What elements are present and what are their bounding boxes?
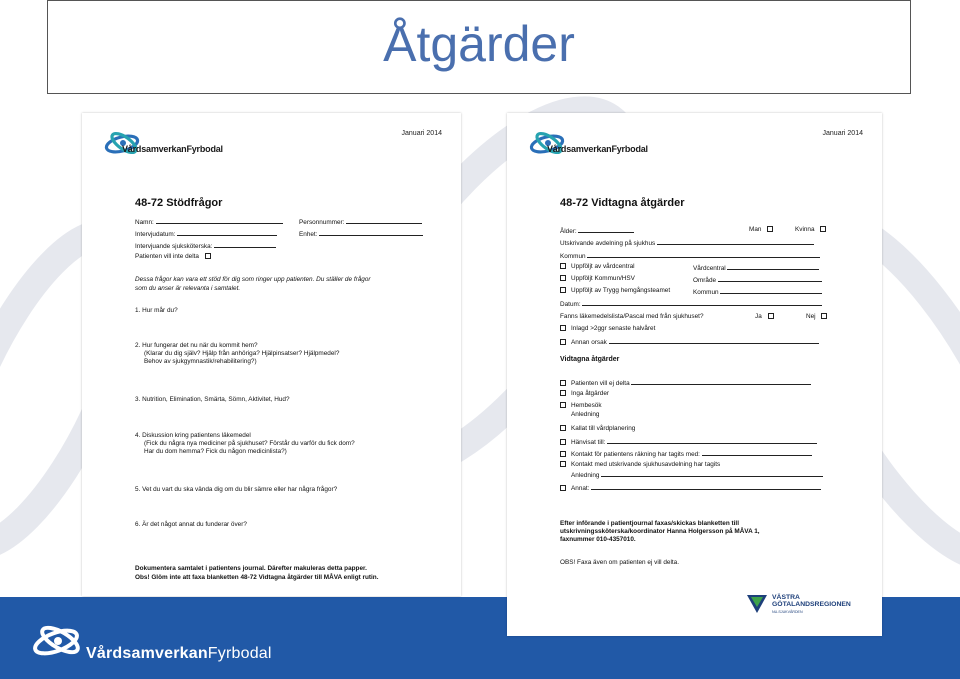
question-1: 1. Hur mår du? — [135, 307, 178, 314]
field-alder: Ålder: — [560, 226, 634, 236]
action-inga-atgarder: Inga åtgärder — [560, 390, 609, 398]
field-intervjuande: Intervjuande sjuksköterska: — [135, 241, 276, 251]
annat-input[interactable] — [591, 483, 821, 490]
action-kontakt-sjukhus: Kontakt med utskrivande sjukhusavdelning har tagits — [560, 461, 720, 469]
page-logo-text: VårdsamverkanFyrbodal — [122, 144, 223, 154]
field-intervjudatum: Intervjudatum: — [135, 229, 277, 239]
vill-ej-delta-input[interactable] — [631, 378, 811, 385]
annan-orsak-input[interactable] — [609, 337, 819, 344]
kontakt-patient-input[interactable] — [702, 449, 812, 456]
section-heading: Vidtagna åtgärder — [560, 356, 620, 363]
action-annat: Annat: — [560, 483, 821, 493]
hanvisat-input[interactable] — [607, 437, 817, 444]
hembesok-checkbox[interactable] — [560, 402, 566, 408]
kvinna-checkbox[interactable] — [820, 226, 826, 232]
form-title: 48-72 Stödfrågor — [135, 197, 223, 209]
question-5: 5. Vet du vart du ska vända dig om du blir sämre eller har några frågor? — [135, 486, 338, 493]
intro-text-1: Dessa frågor kan vara ett stöd för dig som ringer upp patienten. Du ställer de frågor — [135, 276, 371, 283]
intervjudatum-input[interactable] — [177, 229, 277, 236]
field-enhet: Enhet: — [299, 229, 423, 239]
kommun-hsv-checkbox[interactable] — [560, 275, 566, 281]
form-page-vidtagna-atgarder — [507, 113, 882, 636]
field-kommun-2: Kommun — [693, 287, 822, 297]
question-2-detail-1: (Klarar du dig själv? Hjälp från anhöriga? Hjälpinsatser? Hjälpmedel? — [144, 350, 340, 357]
inga-atgarder-checkbox[interactable] — [560, 390, 566, 396]
field-man: Man — [749, 226, 773, 234]
question-2: 2. Hur fungerar det nu när du kommit hem? — [135, 342, 258, 349]
annan-orsak-checkbox[interactable] — [560, 339, 566, 345]
field-kvinna: Kvinna — [795, 226, 826, 234]
avdelning-input[interactable] — [657, 238, 814, 245]
omrade-input[interactable] — [718, 275, 822, 282]
instruction-2: utskrivningssköterska/koordinator Hanna Holgersson på MÅVA 1, — [560, 528, 760, 535]
instruction-1: Efter införande i patientjournal faxas/skickas blanketten till — [560, 520, 739, 527]
kontakt-patient-checkbox[interactable] — [560, 451, 566, 457]
trygg-hemgang-checkbox[interactable] — [560, 287, 566, 293]
page-logo-text: VårdsamverkanFyrbodal — [547, 144, 648, 154]
field-namn: Namn: — [135, 217, 283, 227]
alder-input[interactable] — [578, 226, 634, 233]
field-datum: Datum: — [560, 299, 822, 309]
kommun-input[interactable] — [587, 251, 820, 258]
vgr-logo-text: VÄSTRA GÖTALANDSREGIONEN — [772, 594, 851, 608]
field-kommun: Kommun — [560, 251, 820, 261]
vardplanering-checkbox[interactable] — [560, 425, 566, 431]
instruction-3: faxnummer 010-4357010. — [560, 536, 636, 543]
question-4-detail-1: (Fick du några nya mediciner på sjukhuset? Förstår du varför du fick dom? — [144, 440, 355, 447]
slide-title: Åtgärder — [383, 16, 575, 72]
obs-note: OBS! Faxa även om patienten ej vill delta. — [560, 559, 680, 566]
question-6: 6. Är det något annat du funderar över? — [135, 521, 247, 528]
kontakt-anledning: Anledning — [571, 470, 823, 480]
vgr-logo-icon — [745, 591, 771, 617]
vill-inte-delta-checkbox[interactable] — [205, 253, 211, 259]
nej-checkbox[interactable] — [821, 313, 827, 319]
field-personnummer: Personnummer: — [299, 217, 422, 227]
inlagd-checkbox[interactable] — [560, 325, 566, 331]
kommun-2-input[interactable] — [720, 287, 822, 294]
action-hanvisat: Hänvisat till: — [560, 437, 817, 447]
option-annan-orsak: Annan orsak — [560, 337, 819, 347]
action-vill-ej-delta: Patienten vill ej delta — [560, 378, 811, 388]
personnummer-input[interactable] — [346, 217, 422, 224]
field-avdelning: Utskrivande avdelning på sjukhus — [560, 238, 814, 248]
kontakt-anledning-input[interactable] — [601, 470, 823, 477]
action-hembesok: Hembesök — [560, 402, 602, 410]
slide-title-box — [47, 0, 911, 94]
option-kommun-hsv: Uppföljt Kommun/HSV — [560, 275, 635, 283]
ja-checkbox[interactable] — [768, 313, 774, 319]
form-page-stodfragor — [82, 113, 461, 596]
option-vardcentral: Uppföljt av vårdcentral — [560, 263, 635, 271]
question-4-detail-2: Har du dom hemma? Fick du någon medicinlista?) — [144, 448, 287, 455]
namn-input[interactable] — [156, 217, 283, 224]
vardcentral-checkbox[interactable] — [560, 263, 566, 269]
intervjuande-input[interactable] — [214, 241, 276, 248]
datum-input[interactable] — [582, 299, 822, 306]
form-title: 48-72 Vidtagna åtgärder — [560, 197, 685, 209]
field-vardcentral: Vårdcentral — [693, 263, 819, 273]
footer-instruction-2: Obs! Glöm inte att faxa blanketten 48-72 Vidtagna åtgärder till MÅVA enligt rutin. — [135, 574, 379, 581]
question-3: 3. Nutrition, Elimination, Smärta, Sömn, Aktivitet, Hud? — [135, 396, 290, 403]
option-inlagd: Inlagd >2ggr senaste halvåret — [560, 325, 655, 333]
page-date: Januari 2014 — [822, 130, 863, 137]
vardcentral-input[interactable] — [727, 263, 819, 270]
footer-logo-text: VårdsamverkanFyrbodal — [86, 645, 272, 662]
field-nej: Nej — [806, 313, 827, 321]
question-lakemedelslista: Fanns läkemedelslista/Pascal med från sjukhuset? — [560, 313, 704, 320]
annat-checkbox[interactable] — [560, 485, 566, 491]
intro-text-2: som du anser är relevanta i samtalet. — [135, 285, 241, 292]
action-kontakt-patient: Kontakt för patientens räkning har tagits med: — [560, 449, 812, 459]
kontakt-sjukhus-checkbox[interactable] — [560, 461, 566, 467]
option-trygg-hemgang: Uppföljt av Trygg hemgångsteamet — [560, 287, 670, 295]
footer-instruction-1: Dokumentera samtalet i patientens journal. Därefter makuleras detta papper. — [135, 565, 367, 572]
enhet-input[interactable] — [319, 229, 423, 236]
hanvisat-checkbox[interactable] — [560, 439, 566, 445]
man-checkbox[interactable] — [767, 226, 773, 232]
vill-ej-delta-checkbox[interactable] — [560, 380, 566, 386]
page-date: Januari 2014 — [401, 130, 442, 137]
field-ja: Ja — [755, 313, 774, 321]
action-vardplanering: Kallat till vårdplanering — [560, 425, 635, 433]
field-vill-inte-delta: Patienten vill inte delta — [135, 253, 211, 261]
field-omrade: Område — [693, 275, 822, 285]
vgr-logo-subtext: NU-SJUKVÅRDEN — [772, 610, 803, 614]
question-4: 4. Diskussion kring patientens läkemedel — [135, 432, 251, 439]
question-2-detail-2: Behov av sjukgymnastik/rehabilitering?) — [144, 358, 257, 365]
hembesok-anledning: Anledning — [571, 411, 600, 418]
